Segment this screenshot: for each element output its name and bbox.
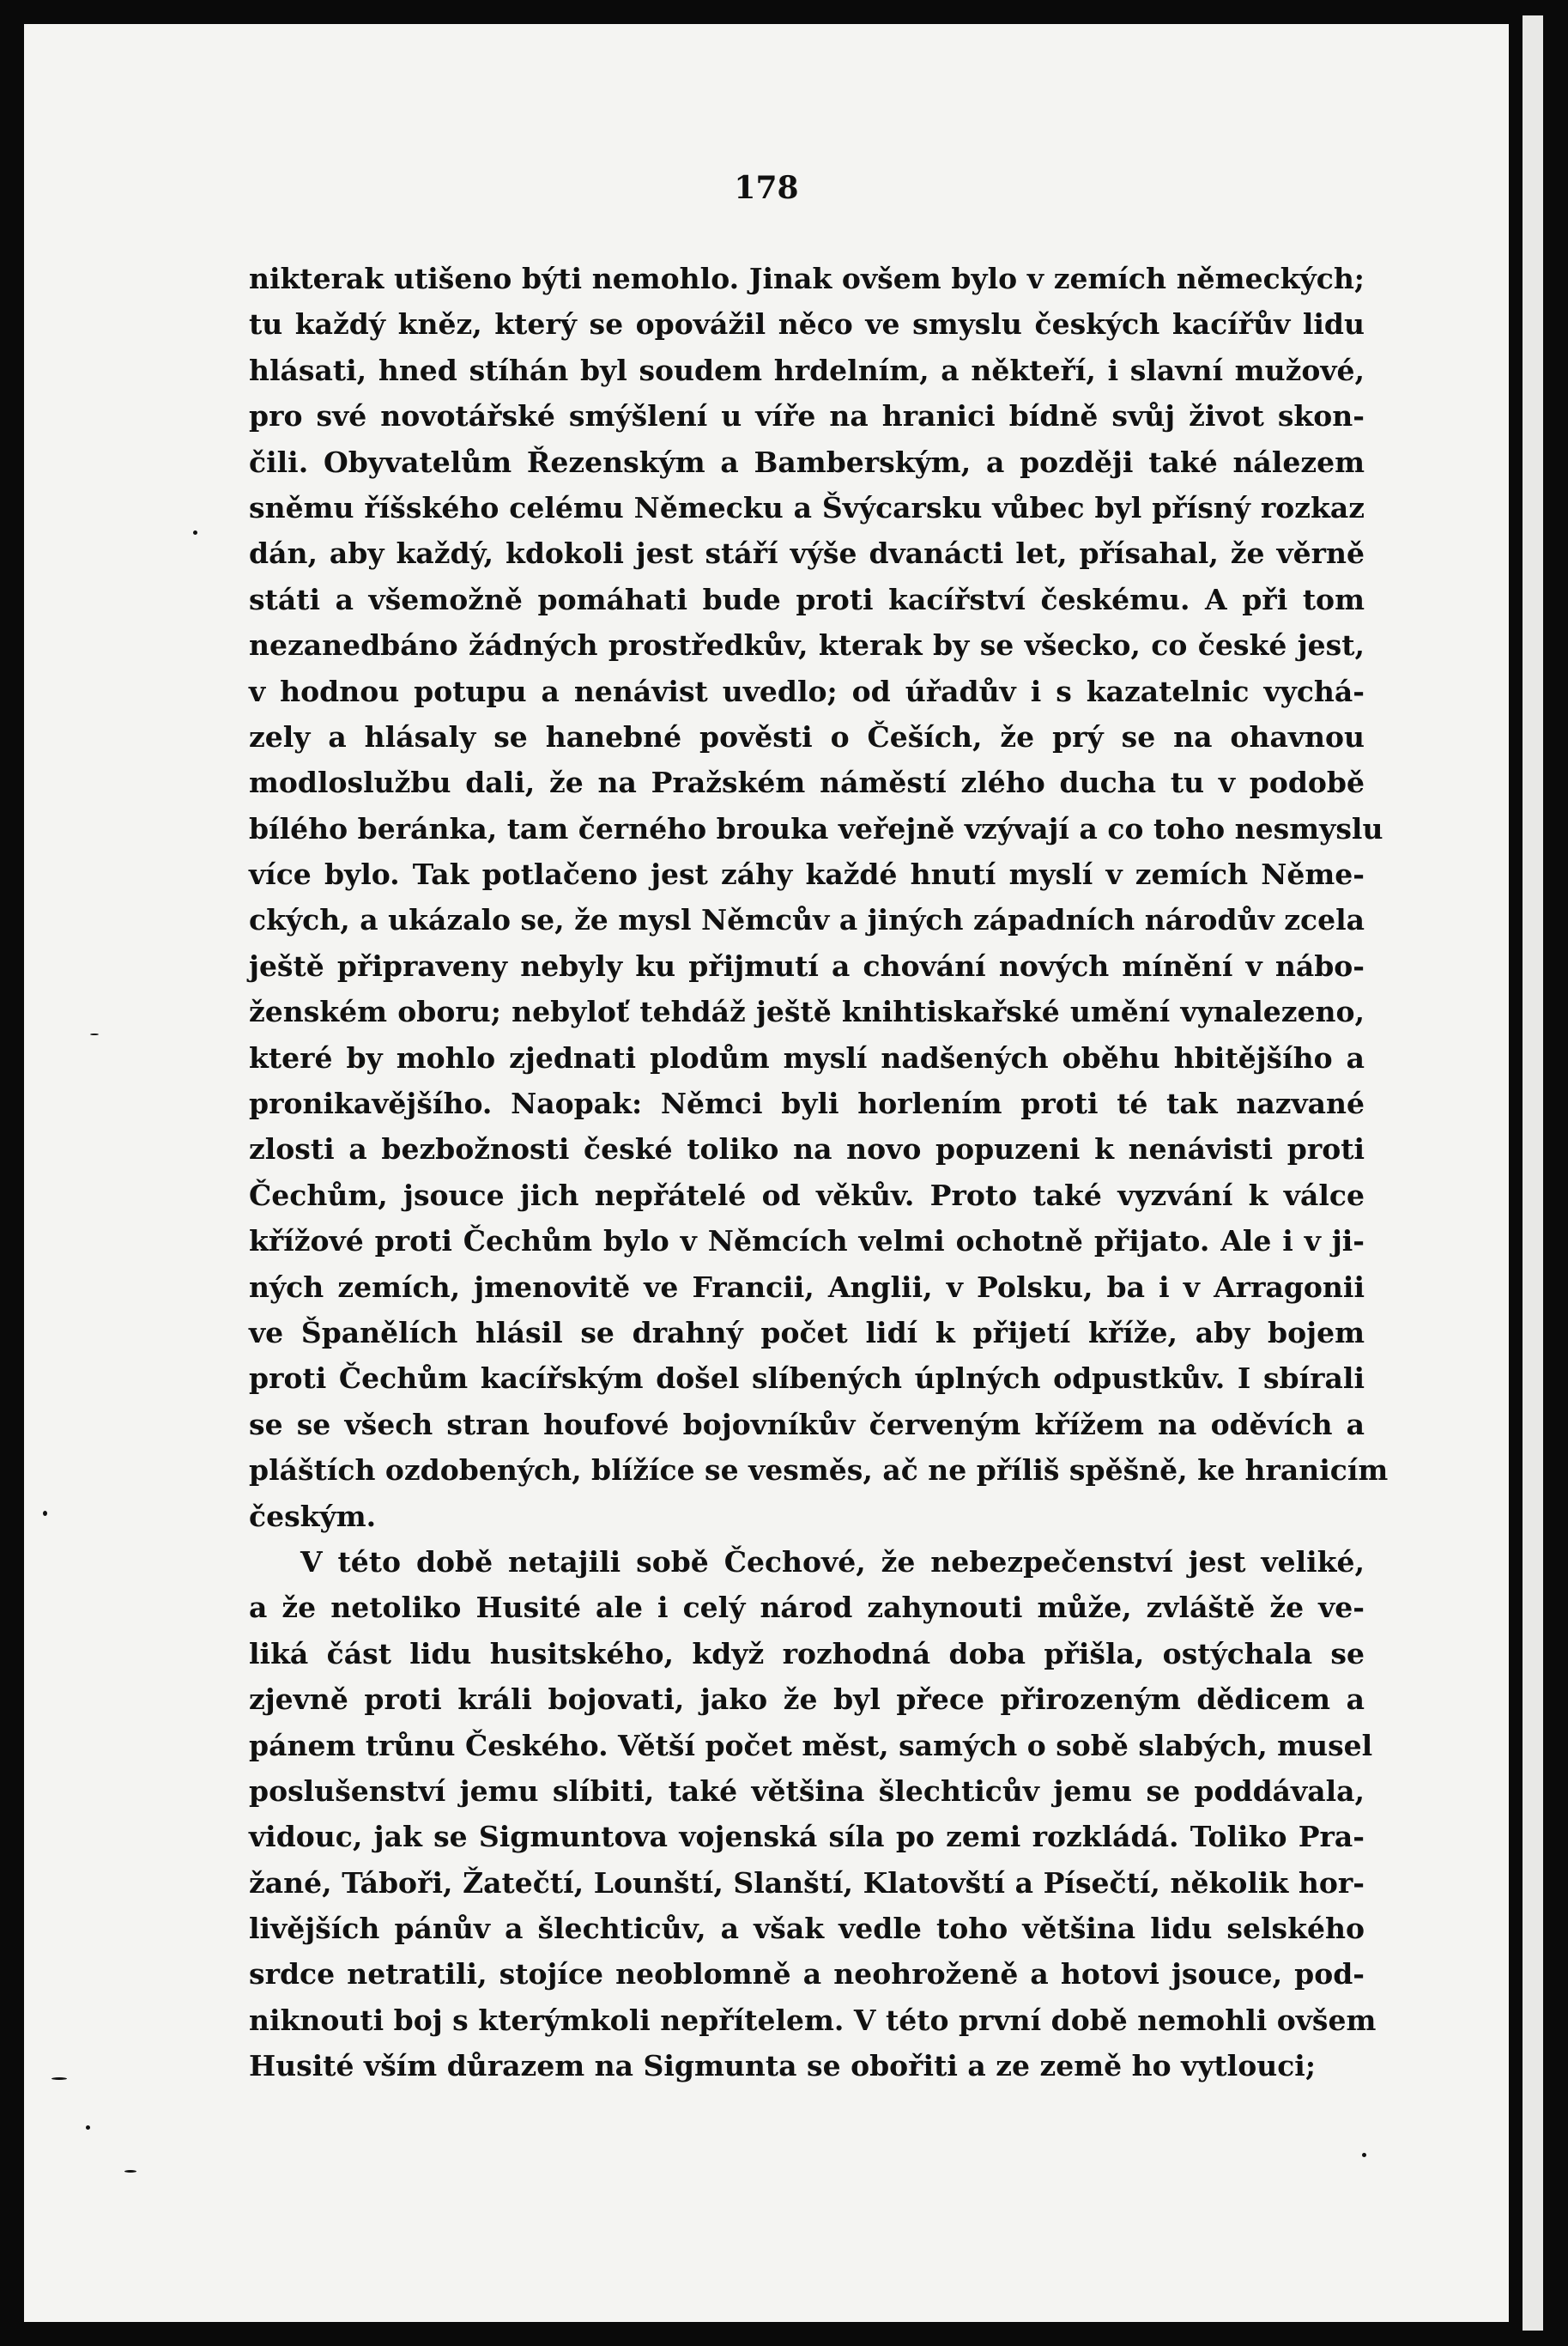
text-line: ještě připraveny nebyly ku přijmutí a chování nových mínění v nábo- [249,949,1365,983]
text-line: livějších pánův a šlechticův, a však vedle toho většina lidu selského [249,1912,1365,1946]
page-number: 178 [734,170,799,206]
text-line: ckých, a ukázalo se, že mysl Němcův a jiných západních národův zcela [249,903,1365,937]
text-line: nezanedbáno žádných prostředkův, kterak by se všecko, co české jest, [249,628,1365,663]
text-line: státi a všemožně pomáhati bude proti kacířství českému. A při tom [249,582,1365,616]
text-line: českým. [249,1499,377,1533]
text-line: nikterak utišeno býti nemohlo. Jinak ovšem bylo v zemích německých; [249,262,1365,295]
text-line: vidouc, jak se Sigmuntova vojenská síla po zemi rozkládá. Toliko Pra- [249,1820,1365,1854]
text-line: poslušenství jemu slíbiti, také většina šlechticův jemu se poddávala, [249,1773,1365,1808]
text-line: zjevně proti králi bojovati, jako že byl přece přirozeným dědicem a [249,1682,1365,1717]
scan-speck [43,1511,47,1516]
text-line: liká část lidu husitského, když rozhodná doba přišla, ostýchala se [249,1636,1365,1670]
text-line: tu každý kněz, který se opovážil něco ve smyslu českých kacířův lidu [249,307,1365,342]
text-line: zlosti a bezbožnosti české toliko na novo popuzeni k nenávisti proti [249,1132,1365,1167]
text-line: Čechům, jsouce jich nepřátelé od věkův. Proto také vyzvání k válce [249,1178,1365,1212]
text-line: které by mohlo zjednati plodům myslí nadšených oběhu hbitějšího a [249,1040,1365,1075]
text-line: modloslužbu dali, že na Pražském náměstí zlého ducha tu v podobě [249,766,1365,800]
text-line: Husité vším důrazem na Sigmunta se obořiti a ze země ho vytlouci; [249,2049,1317,2083]
text-line: více bylo. Tak potlačeno jest záhy každé hnutí myslí v zemích Něme- [249,858,1365,892]
text-line: pláštích ozdobených, blížíce se vesměs, ač ne příliš spěšně, ke hranicím [249,1453,1389,1488]
text-line: ve Španělích hlásil se drahný počet lidí k přijetí kříže, aby bojem [249,1315,1365,1349]
text-line: pro své novotářské smýšlení u víře na hranici bídně svůj život skon- [249,399,1365,433]
text-line: srdce netratili, stojíce neoblomně a neohroženě a hotovi jsouce, pod- [249,1957,1365,1991]
text-line: hlásati, hned stíhán byl soudem hrdelním, a někteří, i slavní mužové, [249,353,1365,387]
text-line: ných zemích, jmenovitě ve Francii, Anglii, v Polsku, ba i v Arragonii [249,1270,1365,1304]
text-line: dán, aby každý, kdokoli jest stáří výše dvanácti let, přísahal, že věrně [249,536,1365,571]
text-line: zely a hlásaly se hanebné pověsti o Češích, že prý se na ohavnou [249,719,1365,754]
text-line: žané, Táboři, Žatečtí, Lounští, Slanští, Klatovští a Písečtí, několik hor- [249,1865,1365,1900]
adjacent-page-edge [1523,15,1543,2331]
text-line: v hodnou potupu a nenávist uvedlo; od úřadův i s kazatelnic vychá- [249,674,1365,708]
scan-speck [51,2077,67,2080]
text-line: pánem trůnu Českého. Větší počet měst, samých o sobě slabých, musel [249,1728,1373,1762]
text-line: bílého beránka, tam černého brouka veřejně vzývají a co toho nesmyslu [249,811,1383,846]
scan-speck [1362,2153,1366,2157]
scan-speck [124,2170,136,2173]
text-line: sněmu říšského celému Německu a Švýcarsku vůbec byl přísný rozkaz [249,490,1365,524]
body-text [249,256,1389,2089]
text-line: niknouti boj s kterýmkoli nepřítelem. V této první době nemohli ovšem [249,2003,1377,2037]
scan-speck [90,1034,99,1035]
text-line: čili. Obyvatelům Řezenským a Bamberským, a později také nálezem [249,445,1365,479]
text-line: ženském oboru; nebyloť tehdáž ještě knihtiskařské umění vynalezeno, [249,995,1365,1029]
scan-speck [193,530,197,535]
text-line: V této době netajili sobě Čechové, že nebezpečenství jest veliké, [300,1544,1365,1579]
text-line: se se všech stran houfové bojovníkův červeným křížem na oděvích a [249,1407,1365,1441]
text-line: pronikavějšího. Naopak: Němci byli horlením proti té tak nazvané [249,1087,1365,1121]
book-page [24,24,1509,2322]
text-line: křížové proti Čechům bylo v Němcích velmi ochotně přijato. Ale i v ji- [249,1224,1365,1258]
text-line: a že netoliko Husité ale i celý národ zahynouti může, zvláště že ve- [249,1591,1365,1625]
text-line: proti Čechům kacířským došel slíbených úplných odpustkův. I sbírali [249,1361,1365,1396]
scan-speck [86,2125,90,2130]
